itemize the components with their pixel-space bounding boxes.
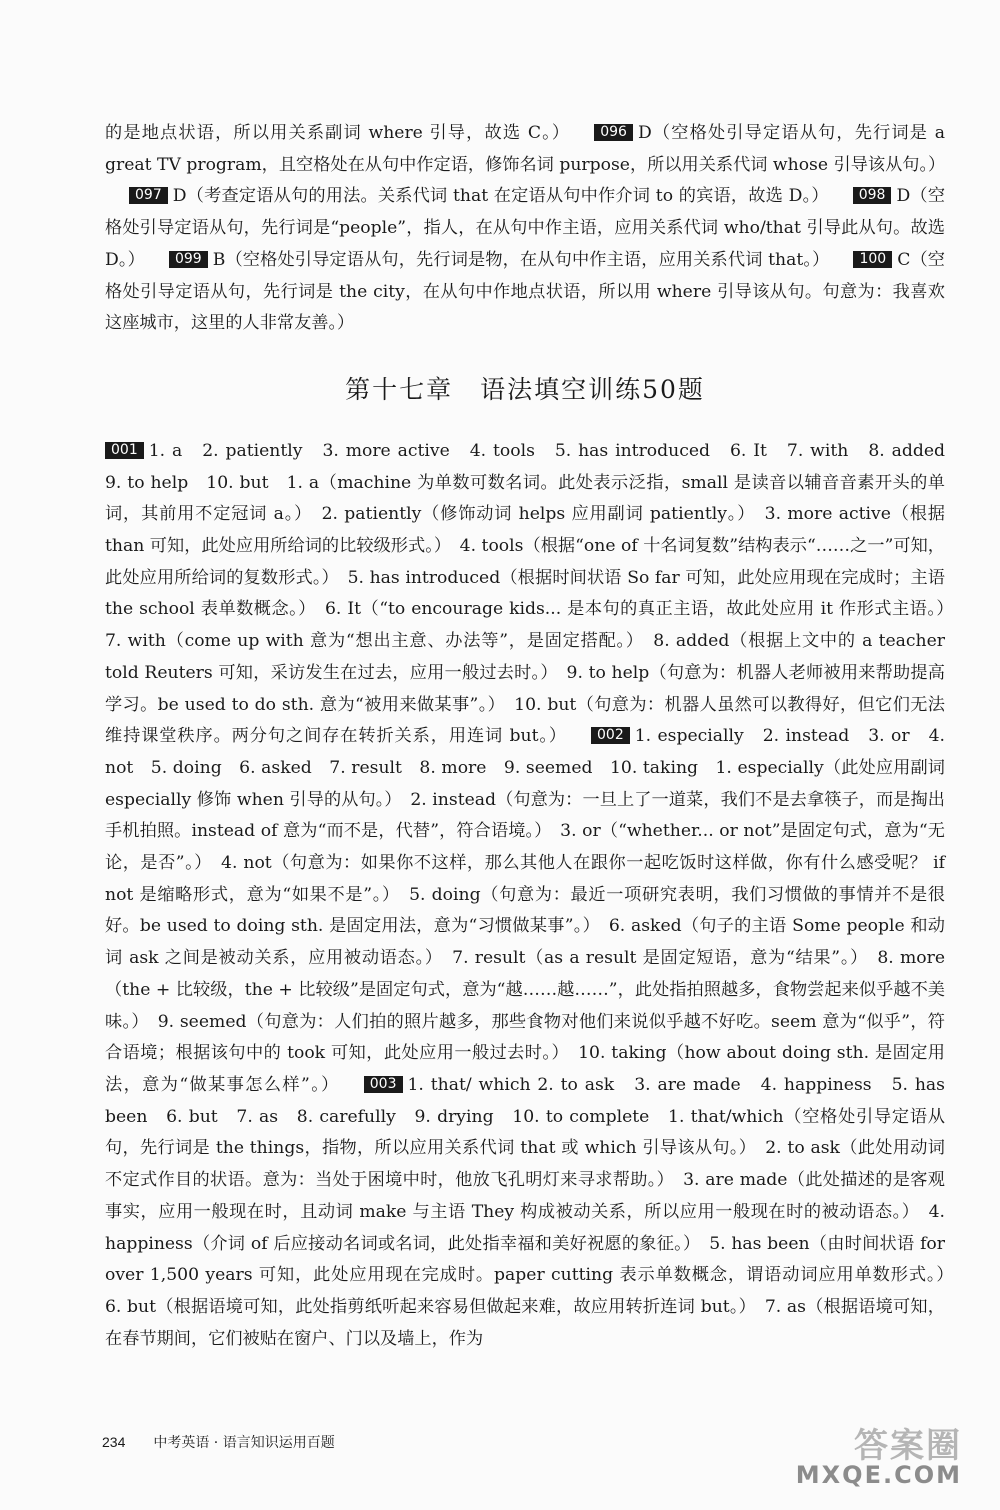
answer-text-097: D（考查定语从句的用法。关系代词 that 在定语从句中作介词 to 的宾语，故选 D。）: [172, 186, 829, 207]
answer-text-095: 的是地点状语，所以用关系副词 where 引导，故选 C。）: [105, 123, 571, 143]
watermark-line-2: MXQE.COM: [795, 1461, 962, 1489]
question-tag-099: 099: [169, 251, 208, 268]
answer-text-003: 1. that/ which 2. to ask 3. are made 4. happiness 5. has been 6. but 7. as 8. carefully 9. drying 10. to complete 1. that/which（空格处引导定语从句，先行词是 the things，指物，所以应用关系代词 that 或 which 引导该从句。） 2. to ask（此处用动词不定式作目的状语。意为：当处于困境中时，他放飞孔明灯来寻求帮助。） 3. are made（此处描述的是客观事实，应用一般现在时，且动词 make 与主语 They 构成被动关系，所以应用一般现在时的被动语态。） 4. happiness（介词 of 后应接动名词或名词，此处指幸福和美好祝愿的象征。） 5. has been（由时间状语 for over 1,500 years 可知，此处应用现在完成时。paper cutting 表示单数概念，谓语动词应用单数形式。） 6. but（根据语境可知，此处指剪纸听起来容易但做起来难，故应用转折连词 but。） 7. as（根据语境可知，在春节期间，它们被贴在窗户、门以及墙上，作为: [105, 1074, 963, 1349]
answer-text-096: D（空格处引导定语从句，先行词是 a great TV program，且空格处在从句中作定语，修饰名词 purpose，所以用关系代词 whose 引导该从句。）: [105, 123, 946, 175]
watermark-line-1: 答案圈: [854, 1426, 962, 1466]
watermark-logo: [796, 1418, 962, 1489]
page-number: 234: [102, 1434, 126, 1450]
answer-text-098: D（空格处引导定语从句，先行词是“people”，指人，在从句中作主语，应用关系代词 who/that 引导此从句。故选 D。）: [105, 186, 946, 270]
page-footer: [102, 1432, 335, 1452]
question-tag-001: 001: [105, 442, 144, 459]
prev-answers-paragraph: [105, 118, 945, 340]
question-tag-098: 098: [853, 187, 892, 204]
book-title: 中考英语 · 语言知识运用百题: [153, 1435, 335, 1451]
question-tag-097: 097: [129, 187, 168, 204]
page-content: [105, 118, 963, 1355]
answer-text-002: 1. especially 2. instead 3. or 4. not 5. doing 6. asked 7. result 8. more 9. seemed 10. taking 1. especially（此处应用副词 especially 修饰 when 引导的从句。） 2. instead（句意为：一旦上了一道菜，我们不是去拿筷子，而是掏出手机拍照。instead of 意为“而不是，代替”，符合语境。） 3. or（“whether... or not”是固定句式，意为“无论，是否”。） 4. not（句意为：如果你不这样，那么其他人在跟你一起吃饭时这样做，你有什么感受呢？ if not 是缩略形式，意为“如果不是”。） 5. doing（句意为：最近一项研究表明，我们习惯做的事情并不是很好。be used to doing sth. 是固定用法，意为“习惯做某事”。） 6. asked（句子的主语 Some people 和动词 ask 之间是被动关系，应用被动语态。） 7. result（as a result 是固定短语，意为“结果”。） 8. more（the + 比较级，the + 比较级”是固定句式，意为“越……越……”，此处指拍照越多，食物尝起来似乎越不美味。） 9. seemed（句意为：人们拍的照片越多，那些食物对他们来说似乎越不好吃。seem 意为“似乎”，符合语境；根据该句中的 took 可知，此处应用一般过去时。） 10. taking（how about doing sth. 是固定用法，意为“做某事怎么样”。）: [105, 726, 945, 1095]
question-tag-096: 096: [594, 124, 633, 141]
chapter-answers-paragraph: [105, 436, 963, 1355]
answer-text-100: C（空格处引导定语从句，先行词是 the city，在从句中作地点状语，所以用 where 引导该从句。句意为：我喜欢这座城市，这里的人非常友善。）: [105, 249, 945, 334]
answer-text-001: 1. a 2. patiently 3. more active 4. tools 5. has introduced 6. It 7. with 8. added 9. to help 10. but 1. a（machine 为单数可数名词。此处表示泛指，small 是读音以辅音音素开头的单词，其前用不定冠词 a。） 2. patiently（修饰动词 helps 应用副词 patiently。） 3. more active（根据 than 可知，此处应用所给词的比较级形式。） 4. tools（根据“one of 十名词复数”结构表示“……之一”可知，此处应用所给词的复数形式。） 5. has introduced（根据时间状语 So far 可知，此处应用现在完成时；主语 the school 表单数概念。） 6. It（“to encourage kids... 是本句的真正主语，故此处应用 it 作形式主语。） 7. with（come up with 意为“想出主意、办法等”，是固定搭配。） 8. added（根据上文中的 a teacher told Reuters 可知，采访发生在过去，应用一般过去时。） 9. to help（句意为：机器人老师被用来帮助提高学习。be used to do sth. 意为“被用来做某事”。） 10. but（句意为：机器人虽然可以教得好，但它们无法维持课堂秩序。两分句之间存在转折关系，用连词 but。）: [105, 440, 963, 747]
chapter-title: 第十七章 语法填空训练50题: [345, 374, 705, 404]
answer-text-099: B（空格处引导定语从句，先行词是物，在从句中作主语，应用关系代词 that。）: [212, 249, 830, 270]
question-tag-002: 002: [591, 727, 630, 744]
question-tag-003: 003: [364, 1076, 403, 1093]
question-tag-100: 100: [853, 251, 892, 268]
